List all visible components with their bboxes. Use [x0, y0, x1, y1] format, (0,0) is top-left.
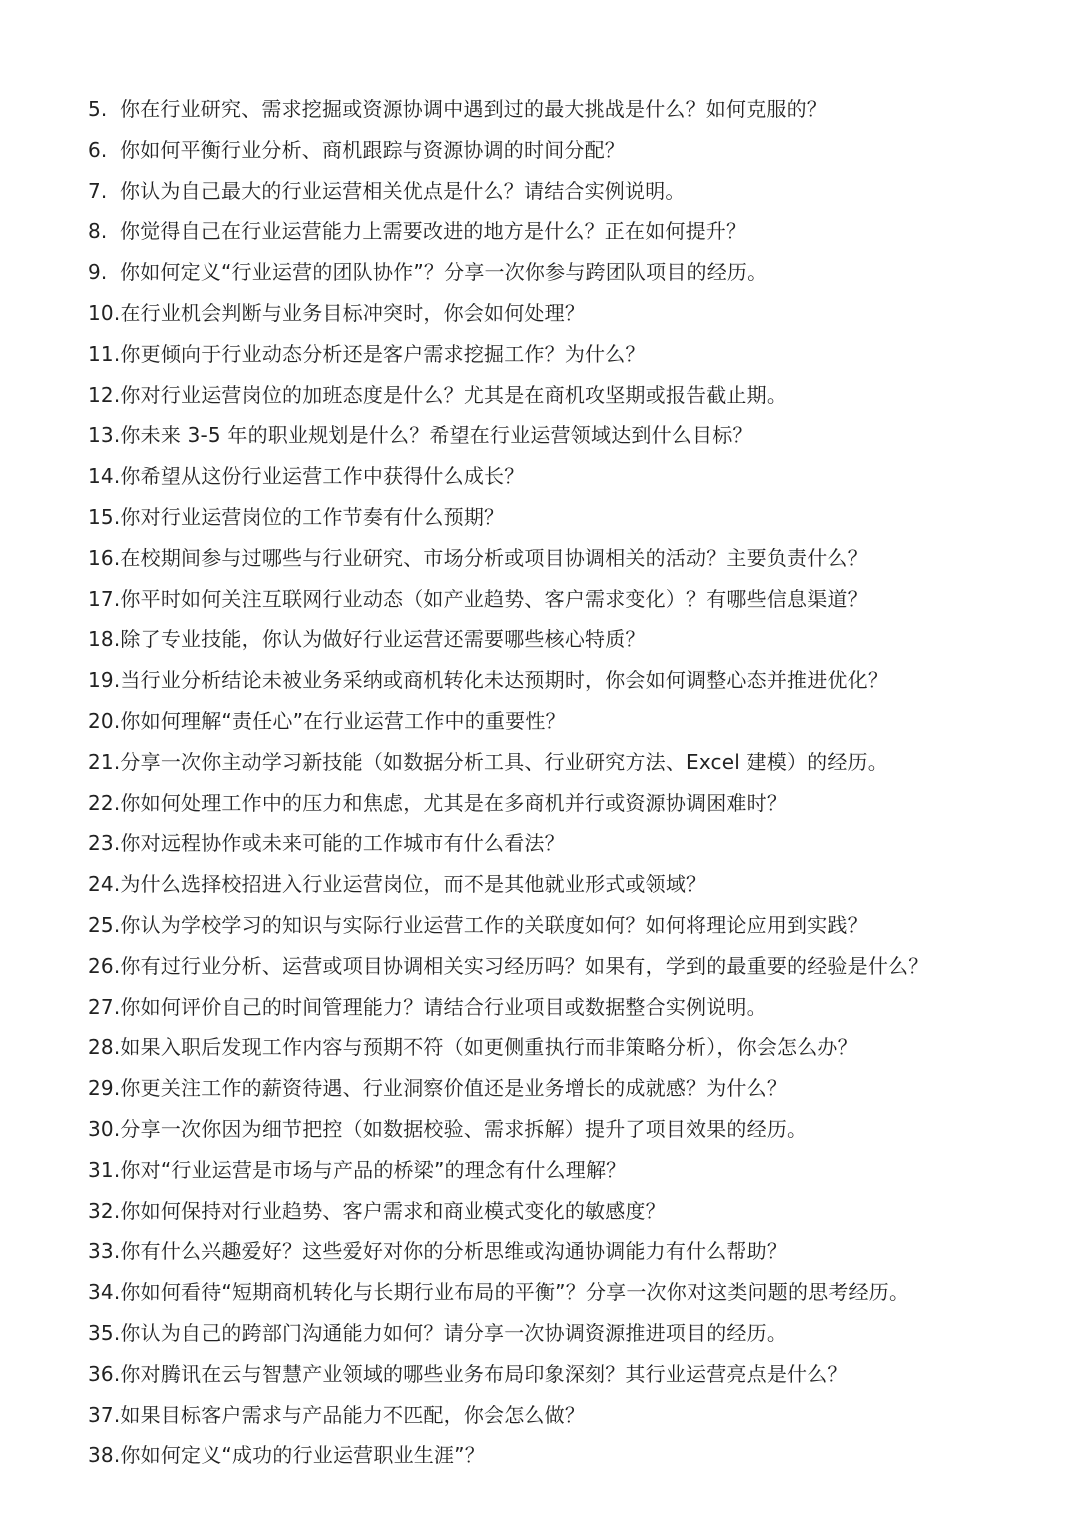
question-item [88, 1109, 1068, 1150]
question-text: 你如何定义“成功的行业运营职业生涯”？ [120, 1443, 485, 1468]
question-item [88, 579, 1068, 620]
question-item [88, 89, 1068, 130]
question-text: 你更倾向于行业动态分析还是客户需求挖掘工作？为什么？ [120, 341, 646, 366]
question-item [88, 252, 1068, 293]
question-number: 36. [88, 1361, 121, 1386]
question-number: 13. [88, 423, 121, 448]
question-number: 34. [88, 1280, 121, 1305]
question-item [88, 130, 1068, 171]
question-number: 29. [88, 1076, 121, 1101]
question-number: 33. [88, 1239, 121, 1264]
question-number: 17. [88, 586, 121, 611]
question-item [88, 497, 1068, 538]
question-item [88, 1191, 1068, 1232]
question-text: 你认为自己最大的行业运营相关优点是什么？请结合实例说明。 [120, 178, 686, 203]
question-text: 在行业机会判断与业务目标冲突时，你会如何处理？ [120, 300, 586, 325]
question-text: 你平时如何关注互联网行业动态（如产业趋势、客户需求变化）？有哪些信息渠道？ [120, 586, 868, 611]
question-item [88, 1395, 1068, 1436]
question-item [88, 1150, 1068, 1191]
question-list [88, 89, 1068, 1476]
question-text: 你如何看待“短期商机转化与长期行业布局的平衡”？分享一次你对这类问题的思考经历。 [120, 1280, 910, 1305]
question-number: 14. [88, 464, 121, 489]
question-number: 12. [88, 382, 121, 407]
question-number: 7. [88, 178, 108, 203]
question-text: 你如何评价自己的时间管理能力？请结合行业项目或数据整合实例说明。 [120, 994, 767, 1019]
question-number: 15. [88, 504, 121, 529]
question-text: 你如何定义“行业运营的团队协作”？分享一次你参与跨团队项目的经历。 [120, 260, 768, 285]
question-number: 8. [88, 219, 108, 244]
question-item [88, 1313, 1068, 1354]
question-text: 你认为自己的跨部门沟通能力如何？请分享一次协调资源推进项目的经历。 [120, 1320, 788, 1345]
question-text: 你有什么兴趣爱好？这些爱好对你的分析思维或沟通协调能力有什么帮助？ [120, 1239, 788, 1264]
question-item [88, 987, 1068, 1028]
question-item [88, 701, 1068, 742]
question-number: 28. [88, 1035, 121, 1060]
question-text: 当行业分析结论未被业务采纳或商机转化未达预期时，你会如何调整心态并推进优化？ [120, 668, 889, 693]
question-number: 23. [88, 831, 121, 856]
question-item [88, 293, 1068, 334]
question-text: 你对行业运营岗位的加班态度是什么？尤其是在商机攻坚期或报告截止期。 [120, 382, 788, 407]
question-item [88, 823, 1068, 864]
question-item [88, 456, 1068, 497]
question-text: 你更关注工作的薪资待遇、行业洞察价值还是业务增长的成就感？为什么？ [120, 1076, 788, 1101]
question-item [88, 415, 1068, 456]
question-text: 你如何保持对行业趋势、客户需求和商业模式变化的敏感度？ [120, 1198, 666, 1223]
question-text: 你对腾讯在云与智慧产业领域的哪些业务布局印象深刻？其行业运营亮点是什么？ [120, 1361, 848, 1386]
question-number: 11. [88, 341, 121, 366]
question-text: 在校期间参与过哪些与行业研究、市场分析或项目协调相关的活动？主要负责什么？ [120, 545, 868, 570]
question-item [88, 946, 1068, 987]
question-number: 18. [88, 627, 121, 652]
question-item [88, 211, 1068, 252]
question-text: 你如何平衡行业分析、商机跟踪与资源协调的时间分配？ [120, 137, 625, 162]
question-text: 你对“行业运营是市场与产品的桥梁”的理念有什么理解？ [120, 1157, 627, 1182]
question-item [88, 375, 1068, 416]
question-item [88, 1435, 1068, 1476]
question-number: 22. [88, 790, 121, 815]
question-text: 你在行业研究、需求挖掘或资源协调中遇到过的最大挑战是什么？如何克服的？ [120, 97, 827, 121]
question-number: 32. [88, 1198, 121, 1223]
question-text: 如果入职后发现工作内容与预期不符（如更侧重执行而非策略分析），你会怎么办？ [120, 1035, 858, 1060]
question-number: 6. [88, 137, 108, 162]
question-number: 30. [88, 1116, 121, 1141]
question-text: 你对行业运营岗位的工作节奏有什么预期？ [120, 504, 505, 529]
question-text: 分享一次你因为细节把控（如数据校验、需求拆解）提升了项目效果的经历。 [120, 1116, 808, 1141]
question-number: 16. [88, 545, 121, 570]
question-text: 除了专业技能，你认为做好行业运营还需要哪些核心特质？ [120, 627, 646, 652]
question-item [88, 1231, 1068, 1272]
question-number: 21. [88, 749, 121, 774]
question-text: 为什么选择校招进入行业运营岗位，而不是其他就业形式或领域？ [120, 872, 707, 897]
question-item [88, 783, 1068, 824]
question-text: 分享一次你主动学习新技能（如数据分析工具、行业研究方法、Excel 建模）的经历。 [120, 749, 888, 774]
question-number: 5. [88, 97, 108, 121]
question-text: 你如何处理工作中的压力和焦虑，尤其是在多商机并行或资源协调困难时？ [120, 790, 788, 815]
question-text: 你希望从这份行业运营工作中获得什么成长？ [120, 464, 525, 489]
question-number: 20. [88, 708, 121, 733]
question-number: 10. [88, 300, 121, 325]
question-number: 19. [88, 668, 121, 693]
question-text: 你如何理解“责任心”在行业运营工作中的重要性？ [120, 708, 566, 733]
question-number: 26. [88, 953, 121, 978]
question-item [88, 538, 1068, 579]
question-text: 你觉得自己在行业运营能力上需要改进的地方是什么？正在如何提升？ [120, 219, 747, 244]
question-item [88, 334, 1068, 375]
question-text: 你认为学校学习的知识与实际行业运营工作的关联度如何？如何将理论应用到实践？ [120, 912, 868, 937]
question-text: 你未来 3-5 年的职业规划是什么？希望在行业运营领域达到什么目标？ [120, 423, 753, 448]
question-item [88, 864, 1068, 905]
question-number: 38. [88, 1443, 121, 1468]
question-number: 24. [88, 872, 121, 897]
question-text: 你有过行业分析、运营或项目协调相关实习经历吗？如果有，学到的最重要的经验是什么？ [120, 953, 929, 978]
question-text: 你对远程协作或未来可能的工作城市有什么看法？ [120, 831, 565, 856]
question-item [88, 660, 1068, 701]
question-number: 35. [88, 1320, 121, 1345]
question-number: 31. [88, 1157, 121, 1182]
question-number: 25. [88, 912, 121, 937]
question-number: 27. [88, 994, 121, 1019]
question-item [88, 742, 1068, 783]
question-item [88, 905, 1068, 946]
question-item [88, 1354, 1068, 1395]
question-number: 9. [88, 260, 108, 285]
question-item [88, 1027, 1068, 1068]
question-item [88, 171, 1068, 212]
question-item [88, 619, 1068, 660]
question-item [88, 1272, 1068, 1313]
question-text: 如果目标客户需求与产品能力不匹配，你会怎么做？ [120, 1402, 586, 1427]
question-item [88, 1068, 1068, 1109]
question-number: 37. [88, 1402, 121, 1427]
